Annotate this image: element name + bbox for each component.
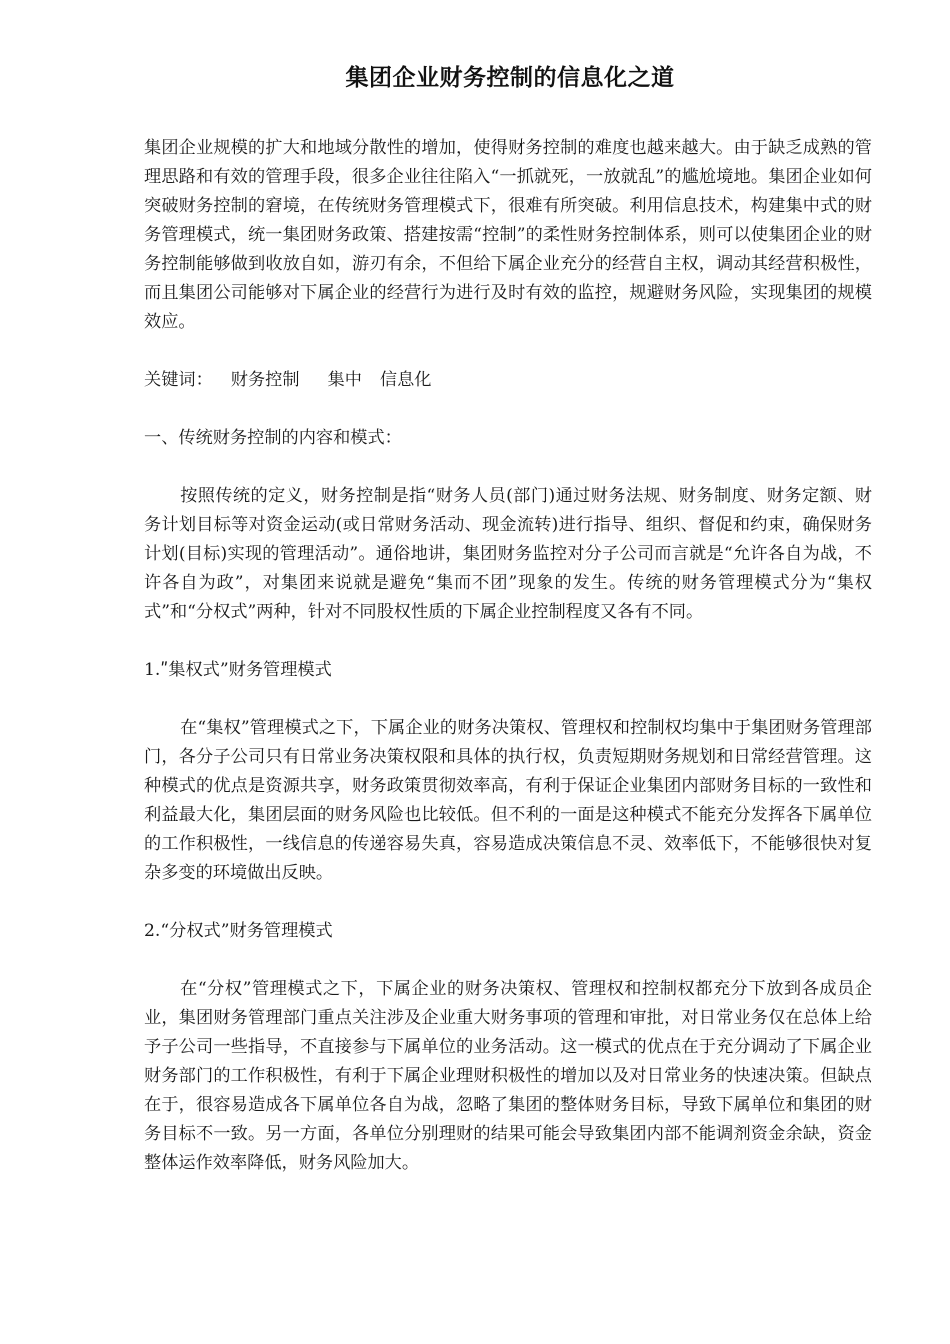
subsection-heading: 2.“分权式”财务管理模式 [144, 921, 333, 941]
section-heading: 一、传统财务控制的内容和模式： [144, 428, 402, 448]
keyword-item: 集中 [327, 370, 362, 390]
subsection-paragraph: 在“分权”管理模式之下，下属企业的财务决策权、管理权和控制权都充分下放到各成员企业，集团财务管理部门重点关注涉及企业重大财务事项的管理和审批，对日常业务仅在总体上给予子公司一些指导，不直接参与下属单位的业务活动。这一模式的优点在于充分调动了下属企业财务部门的工作积极性，有利于下属企业理财积极性的增加以及对日常业务的快速决策。但缺点在于，很容易造成各下属单位各自为战，忽略了集团的整体财务目标，导致下属单位和集团的财务目标不一致。另一方面，各单位分别理财的结果可能会导致集团内部不能调剂资金余缺，资金整体运作效率降低，财务风险加大。 [144, 979, 872, 1173]
subsection-heading: 1.ʺ集权式”财务管理模式 [144, 660, 332, 680]
section-paragraph: 按照传统的定义，财务控制是指“财务人员(部门)通过财务法规、财务制度、财务定额、财务计划目标等对资金运动(或日常财务活动、现金流转)进行指导、组织、督促和约束，确保财务计划(目标)实现的管理活动”。通俗地讲，集团财务监控对分子公司而言就是“允许各自为战，不许各自为政”，对集团来说就是避免“集而不团”现象的发生。传统的财务管理模式分为“集权式”和“分权式”两种，针对不同股权性质的下属企业控制程度又各有不同。 [144, 486, 872, 622]
keyword-item: 财务控制 [230, 370, 300, 390]
keywords-label: 关键词： [144, 370, 213, 390]
abstract-paragraph: 集团企业规模的扩大和地域分散性的增加，使得财务控制的难度也越来越大。由于缺乏成熟的管理思路和有效的管理手段，很多企业往往陷入“一抓就死，一放就乱”的尴尬境地。集团企业如何突破财务控制的窘境，在传统财务管理模式下，很难有所突破。利用信息技术，构建集中式的财务管理模式，统一集团财务政策、搭建按需“控制”的柔性财务控制体系，则可以使集团企业的财务控制能够做到收放自如，游刃有余，不但给下属企业充分的经营自主权，调动其经营积极性，而且集团公司能够对下属企业的经营行为进行及时有效的监控，规避财务风险，实现集团的规模效应。 [144, 138, 872, 332]
keywords-line [144, 366, 872, 395]
keyword-item: 信息化 [379, 370, 432, 390]
document-title: 集团企业财务控制的信息化之道 [345, 65, 675, 91]
document-body [144, 134, 872, 1178]
subsection-paragraph: 在“集权”管理模式之下，下属企业的财务决策权、管理权和控制权均集中于集团财务管理部门，各分子公司只有日常业务决策权限和具体的执行权，负责短期财务规划和日常经营管理。这种模式的优点是资源共享，财务政策贯彻效率高，有利于保证企业集团内部财务目标的一致性和利益最大化，集团层面的财务风险也比较低。但不利的一面是这种模式不能充分发挥各下属单位的工作积极性，一线信息的传递容易失真，容易造成决策信息不灵、效率低下，不能够很快对复杂多变的环境做出反映。 [144, 718, 872, 883]
